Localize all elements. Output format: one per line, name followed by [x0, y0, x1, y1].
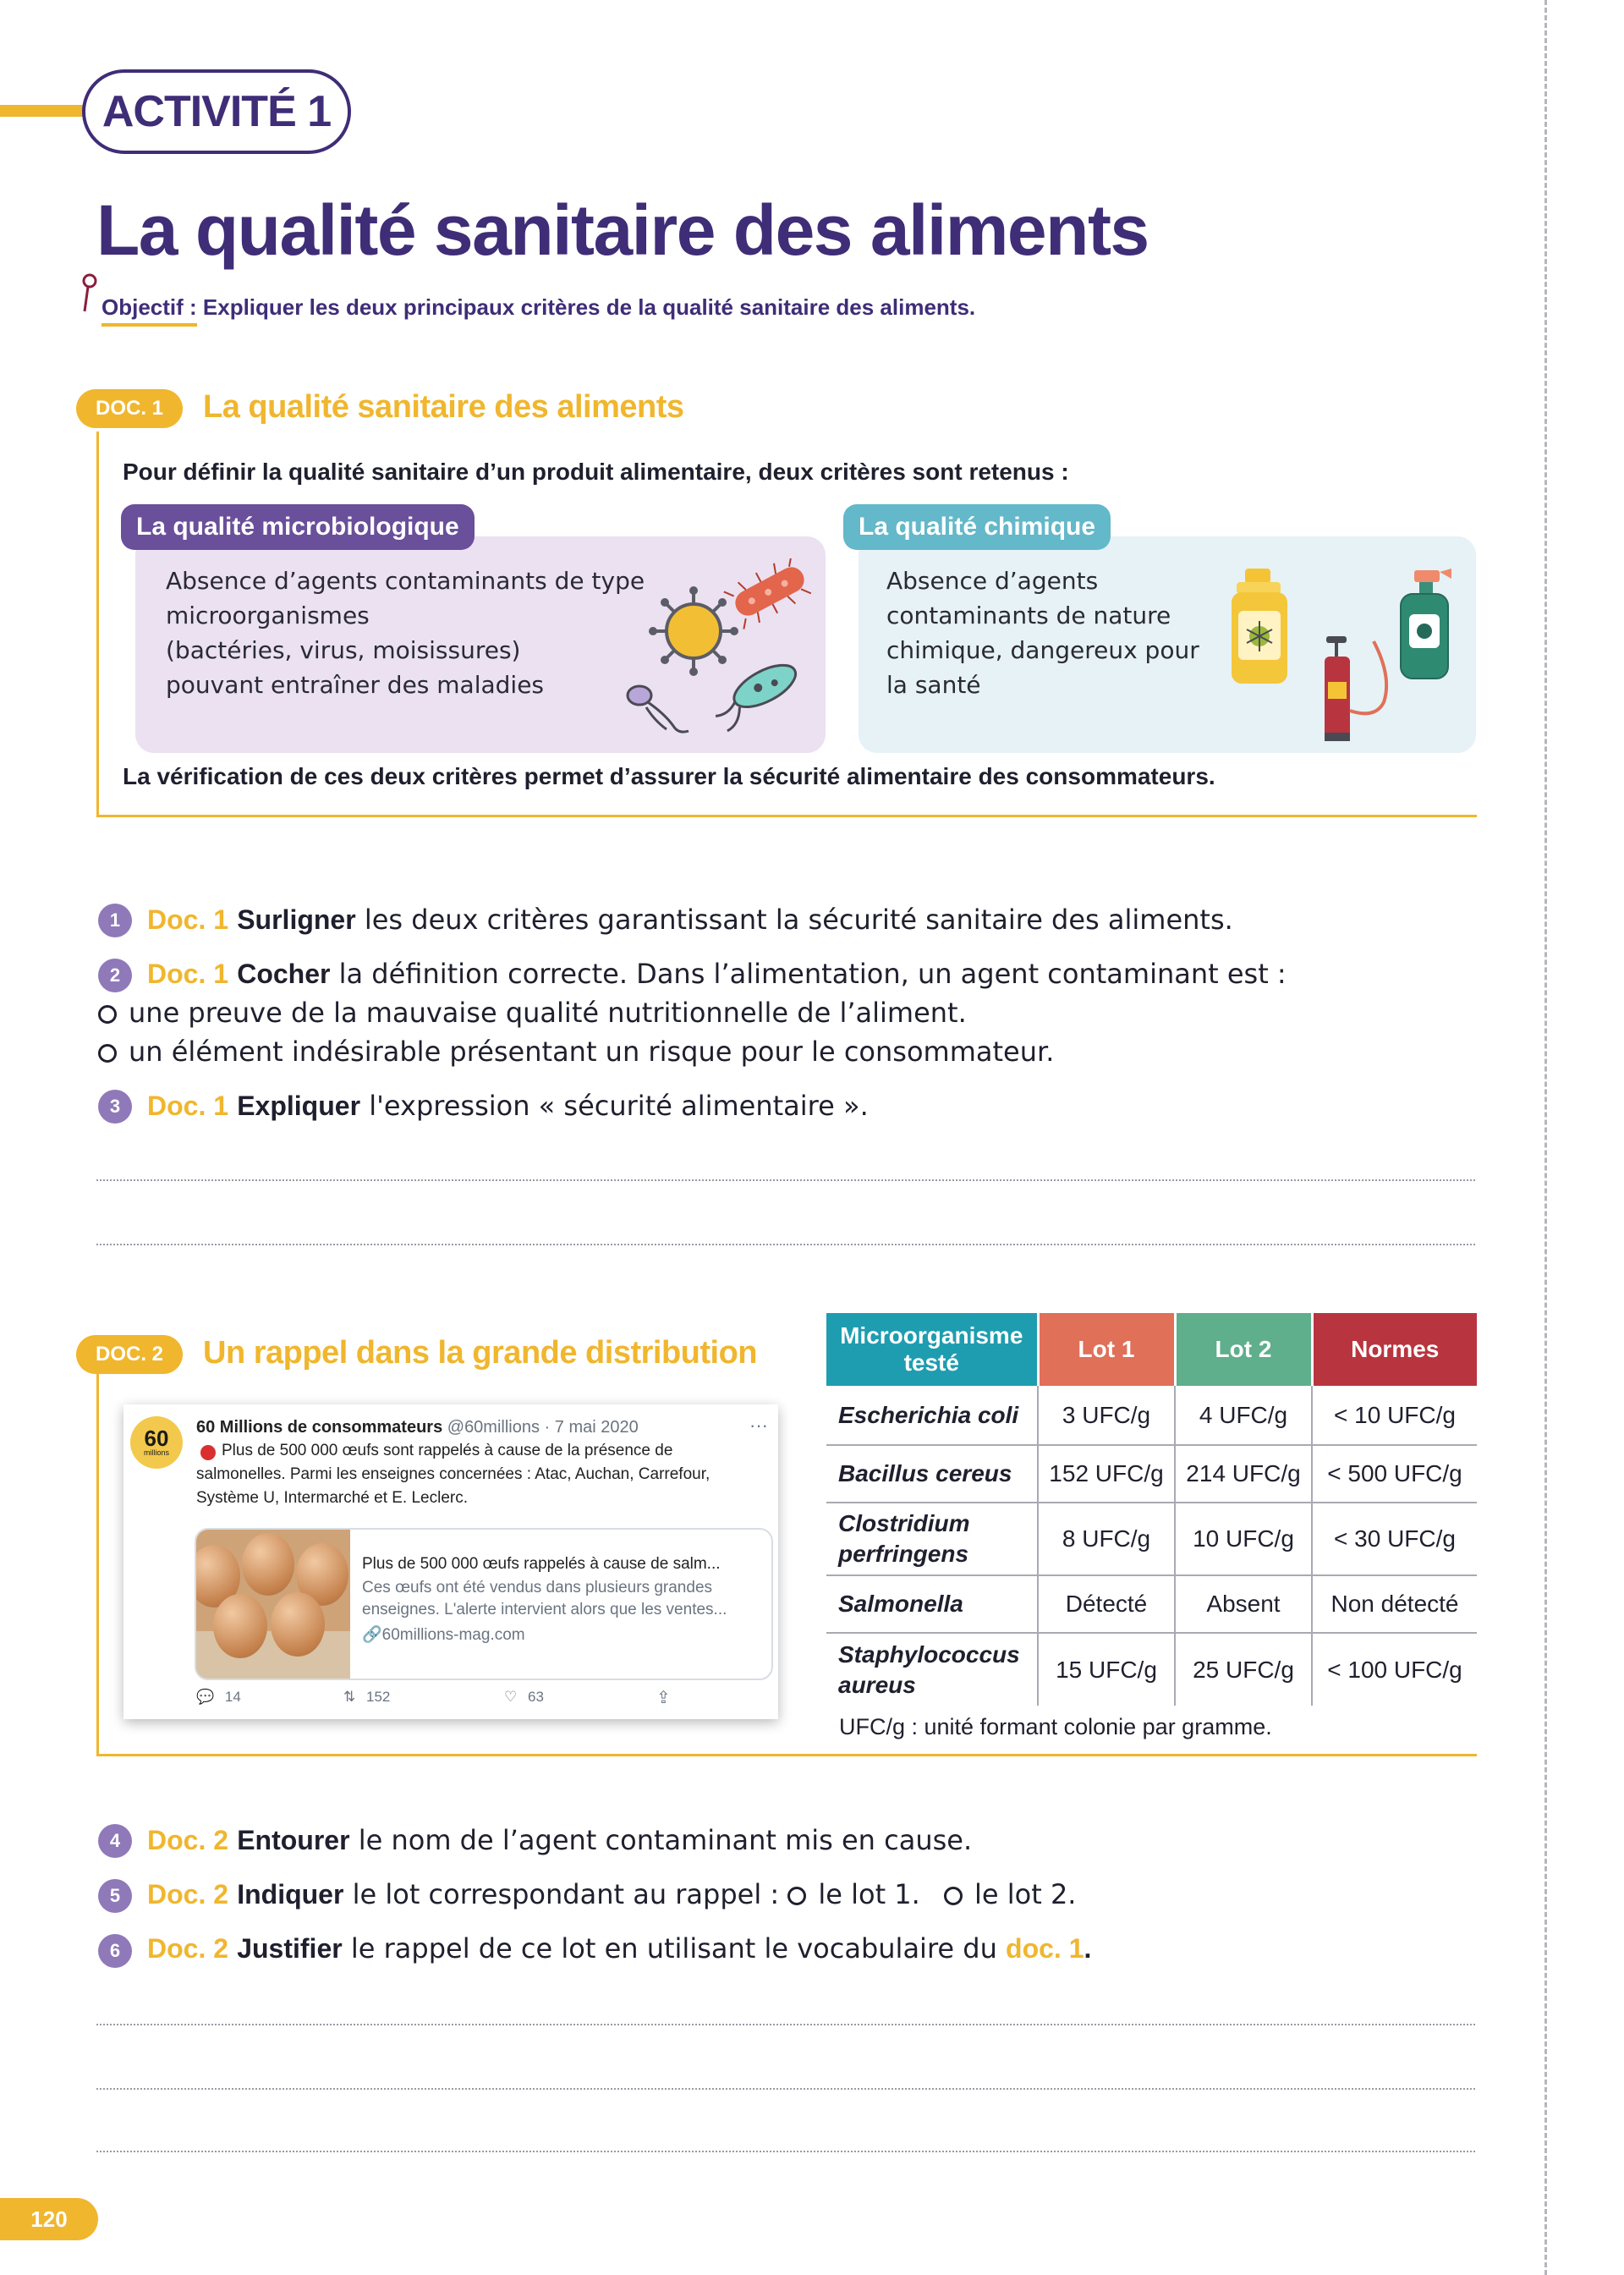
question-number: 3 [98, 1090, 132, 1124]
question-verb: Surligner [237, 904, 356, 935]
doc-reference: Doc. 2 [147, 1825, 229, 1855]
doc1-intro: Pour définir la qualité sanitaire d’un produit alimentaire, deux critères sont retenus : [123, 459, 1069, 485]
lot1-cell: 15 UFC/g [1038, 1633, 1175, 1706]
virus-icon [649, 586, 738, 676]
doc1-tag: DOC. 1 [76, 389, 183, 428]
account-avatar [130, 1416, 183, 1469]
question-number: 1 [98, 904, 132, 937]
tweet-header [196, 1418, 639, 1437]
table-row [826, 1633, 1477, 1706]
lot1-cell: 3 UFC/g [1038, 1386, 1175, 1445]
microorganisms-illustration [623, 558, 817, 736]
question-text: le nom de l’agent contaminant mis en cause. [349, 1824, 973, 1856]
doc-reference: Doc. 1 [147, 1091, 229, 1121]
doc1-conclusion: La vérification de ces deux critères permet d’assurer la sécurité alimentaire des consommateurs. [123, 763, 1215, 789]
norm-cell: < 500 UFC/g [1312, 1445, 1477, 1503]
microorganism-cell: Escherichia coli [826, 1386, 1038, 1445]
doc-reference: Doc. 2 [147, 1879, 229, 1910]
norm-cell: < 30 UFC/g [1312, 1503, 1477, 1575]
option-lot-2: le lot 2. [974, 1878, 1077, 1910]
link-url-row [362, 1624, 525, 1645]
more-options-icon[interactable]: ··· [749, 1415, 768, 1436]
spray-bottle-icon [1401, 569, 1451, 679]
lot2-cell: 10 UFC/g [1175, 1503, 1312, 1575]
retweet-icon: ⇅ [343, 1689, 356, 1705]
table-row [826, 1386, 1477, 1445]
answer-line[interactable] [96, 2088, 1475, 2090]
lot1-cell: 152 UFC/g [1038, 1445, 1175, 1503]
column-header: Lot 2 [1175, 1313, 1312, 1386]
question-1 [147, 904, 1233, 936]
activity-accent-bar [0, 105, 93, 117]
radio-lot-2[interactable] [944, 1887, 963, 1905]
lot2-cell: 25 UFC/g [1175, 1633, 1312, 1706]
option-lot-1: le lot 1. [818, 1878, 920, 1910]
link-description: Ces œufs ont été vendus dans plusieurs grandes [362, 1579, 713, 1596]
activity-badge [82, 69, 351, 154]
norm-cell: Non détecté [1312, 1575, 1477, 1633]
question-number: 6 [98, 1934, 132, 1968]
radio-button[interactable] [98, 1005, 117, 1024]
share-icon[interactable]: ⇪ [656, 1689, 671, 1707]
pin-icon [81, 272, 100, 313]
doc1-title: La qualité sanitaire des aliments [203, 389, 684, 425]
question-5 [147, 1878, 1076, 1910]
question-verb: Expliquer [237, 1091, 361, 1121]
table-header-row [826, 1313, 1477, 1386]
lot1-cell: Détecté [1038, 1575, 1175, 1633]
table-row [826, 1575, 1477, 1633]
doc2-tag: DOC. 2 [76, 1335, 183, 1374]
question-verb: Entourer [237, 1825, 350, 1855]
lot2-cell: 4 UFC/g [1175, 1386, 1312, 1445]
question-text: le lot correspondant au rappel : [343, 1878, 788, 1910]
norm-cell: < 10 UFC/g [1312, 1386, 1477, 1445]
tweet-line: Système U, Intermarché et E. Leclerc. [196, 1489, 469, 1507]
question-6 [147, 1932, 1091, 1965]
question-verb: Cocher [237, 959, 331, 989]
link-title: Plus de 500 000 œufs rappelés à cause de salm... [362, 1555, 721, 1573]
page-number: 120 [0, 2198, 98, 2240]
answer-line[interactable] [96, 2151, 1475, 2152]
account-name: 60 Millions de consommateurs [196, 1418, 443, 1437]
question-verb: Indiquer [237, 1879, 344, 1910]
heart-icon: ♡ [504, 1689, 518, 1705]
question-number: 2 [98, 959, 132, 992]
pump-sprayer-icon [1325, 636, 1386, 741]
chem-line: chimique, dangereux pour [886, 636, 1199, 664]
question-3 [147, 1090, 869, 1122]
tweet-line: Plus de 500 000 œufs sont rappelés à cause de la présence de [222, 1442, 673, 1459]
eggs-photo [196, 1530, 350, 1679]
red-circle-icon [200, 1445, 216, 1460]
question-end: . [1084, 1933, 1092, 1964]
chem-line: Absence d’agents [886, 567, 1099, 595]
chemicals-illustration [1226, 558, 1463, 745]
table-footnote: UFC/g : unité formant colonie par gramme. [839, 1714, 1272, 1739]
pesticide-bottle-icon [1232, 569, 1287, 684]
micro-text [166, 563, 645, 702]
table-row [826, 1503, 1477, 1575]
link-preview-card[interactable] [195, 1528, 773, 1680]
norm-cell: < 100 UFC/g [1312, 1633, 1477, 1706]
question-4 [147, 1824, 972, 1856]
page-title: La qualité sanitaire des aliments [96, 190, 1149, 270]
question-number: 5 [98, 1879, 132, 1913]
answer-line[interactable] [96, 2024, 1475, 2025]
doc-reference: doc. 1 [1006, 1933, 1084, 1964]
objective [102, 294, 975, 321]
reply-count: 14 [224, 1689, 241, 1705]
question-text: les deux critères garantissant la sécurité sanitaire des aliments. [355, 904, 1233, 936]
radio-button[interactable] [98, 1044, 117, 1063]
reply-action[interactable] [196, 1689, 241, 1706]
radio-lot-1[interactable] [787, 1887, 806, 1905]
logo-word: millions [143, 1448, 169, 1457]
micro-line: Absence d’agents contaminants de type [166, 567, 645, 595]
question-text: l'expression « sécurité alimentaire ». [360, 1090, 869, 1122]
link-description: enseignes. L'alerte intervient alors que les ventes... [362, 1601, 727, 1618]
spirillum-icon [628, 686, 689, 732]
column-header: Microorganisme testé [826, 1313, 1038, 1386]
paramecium-icon [707, 657, 805, 733]
chem-label: La qualité chimique [843, 504, 1111, 550]
account-handle: @60millions · 7 mai 2020 [442, 1418, 639, 1437]
link-url: 60millions-mag.com [381, 1626, 525, 1644]
retweet-action[interactable] [343, 1689, 390, 1706]
question-text: la définition correcte. Dans l’alimentation, un agent contaminant est : [330, 958, 1287, 990]
tweet-card [123, 1404, 778, 1719]
bacteria-icon [723, 558, 814, 630]
microorganism-cell: Bacillus cereus [826, 1445, 1038, 1503]
chem-line: la santé [886, 671, 981, 699]
question-2 [147, 958, 1287, 990]
option-text: un élément indésirable présentant un risque pour le consommateur. [129, 1036, 1055, 1068]
activity-label: ACTIVITÉ 1 [102, 87, 332, 136]
option-text: une preuve de la mauvaise qualité nutritionnelle de l’aliment. [129, 997, 967, 1029]
answer-option-1[interactable] [98, 997, 967, 1029]
lot2-cell: Absent [1175, 1575, 1312, 1633]
micro-line: microorganismes [166, 602, 370, 629]
like-action[interactable] [504, 1689, 544, 1706]
answer-line[interactable] [96, 1179, 1475, 1181]
answer-option-2[interactable] [98, 1036, 1054, 1068]
answer-line[interactable] [96, 1244, 1475, 1245]
micro-line: pouvant entraîner des maladies [166, 671, 545, 699]
chem-line: contaminants de nature [886, 602, 1171, 629]
results-table [826, 1313, 1477, 1706]
question-text: le rappel de ce lot en utilisant le vocabulaire du [342, 1932, 1007, 1965]
retweet-count: 152 [365, 1689, 391, 1705]
table-row [826, 1445, 1477, 1503]
lot2-cell: 214 UFC/g [1175, 1445, 1312, 1503]
question-verb: Justifier [237, 1933, 343, 1964]
reply-icon: 💬 [196, 1689, 215, 1705]
doc-reference: Doc. 1 [147, 959, 229, 989]
objective-text: Expliquer les deux principaux critères de la qualité sanitaire des aliments. [196, 294, 976, 320]
microorganism-cell: Salmonella [826, 1575, 1038, 1633]
tweet-line: salmonelles. Parmi les enseignes concernées : Atac, Auchan, Carrefour, [196, 1465, 710, 1483]
like-count: 63 [527, 1689, 544, 1705]
doc2-title: Un rappel dans la grande distribution [203, 1335, 758, 1371]
doc-reference: Doc. 1 [147, 904, 229, 935]
column-header: Normes [1312, 1313, 1477, 1386]
question-number: 4 [98, 1824, 132, 1858]
objective-label: Objectif : [102, 294, 197, 327]
link-icon: 🔗 [362, 1626, 382, 1644]
lot1-cell: 8 UFC/g [1038, 1503, 1175, 1575]
microorganism-cell: Staphylococcus aureus [838, 1640, 1020, 1698]
micro-label: La qualité microbiologique [121, 504, 475, 550]
doc-reference: Doc. 2 [147, 1933, 229, 1964]
page-edge-dashed-line [1544, 0, 1547, 2275]
column-header: Lot 1 [1038, 1313, 1175, 1386]
chem-text [886, 563, 1199, 702]
logo-number: 60 [144, 1426, 169, 1451]
micro-line: (bactéries, virus, moisissures) [166, 636, 521, 664]
microorganism-cell: Clostridium perfringens [826, 1503, 1038, 1575]
